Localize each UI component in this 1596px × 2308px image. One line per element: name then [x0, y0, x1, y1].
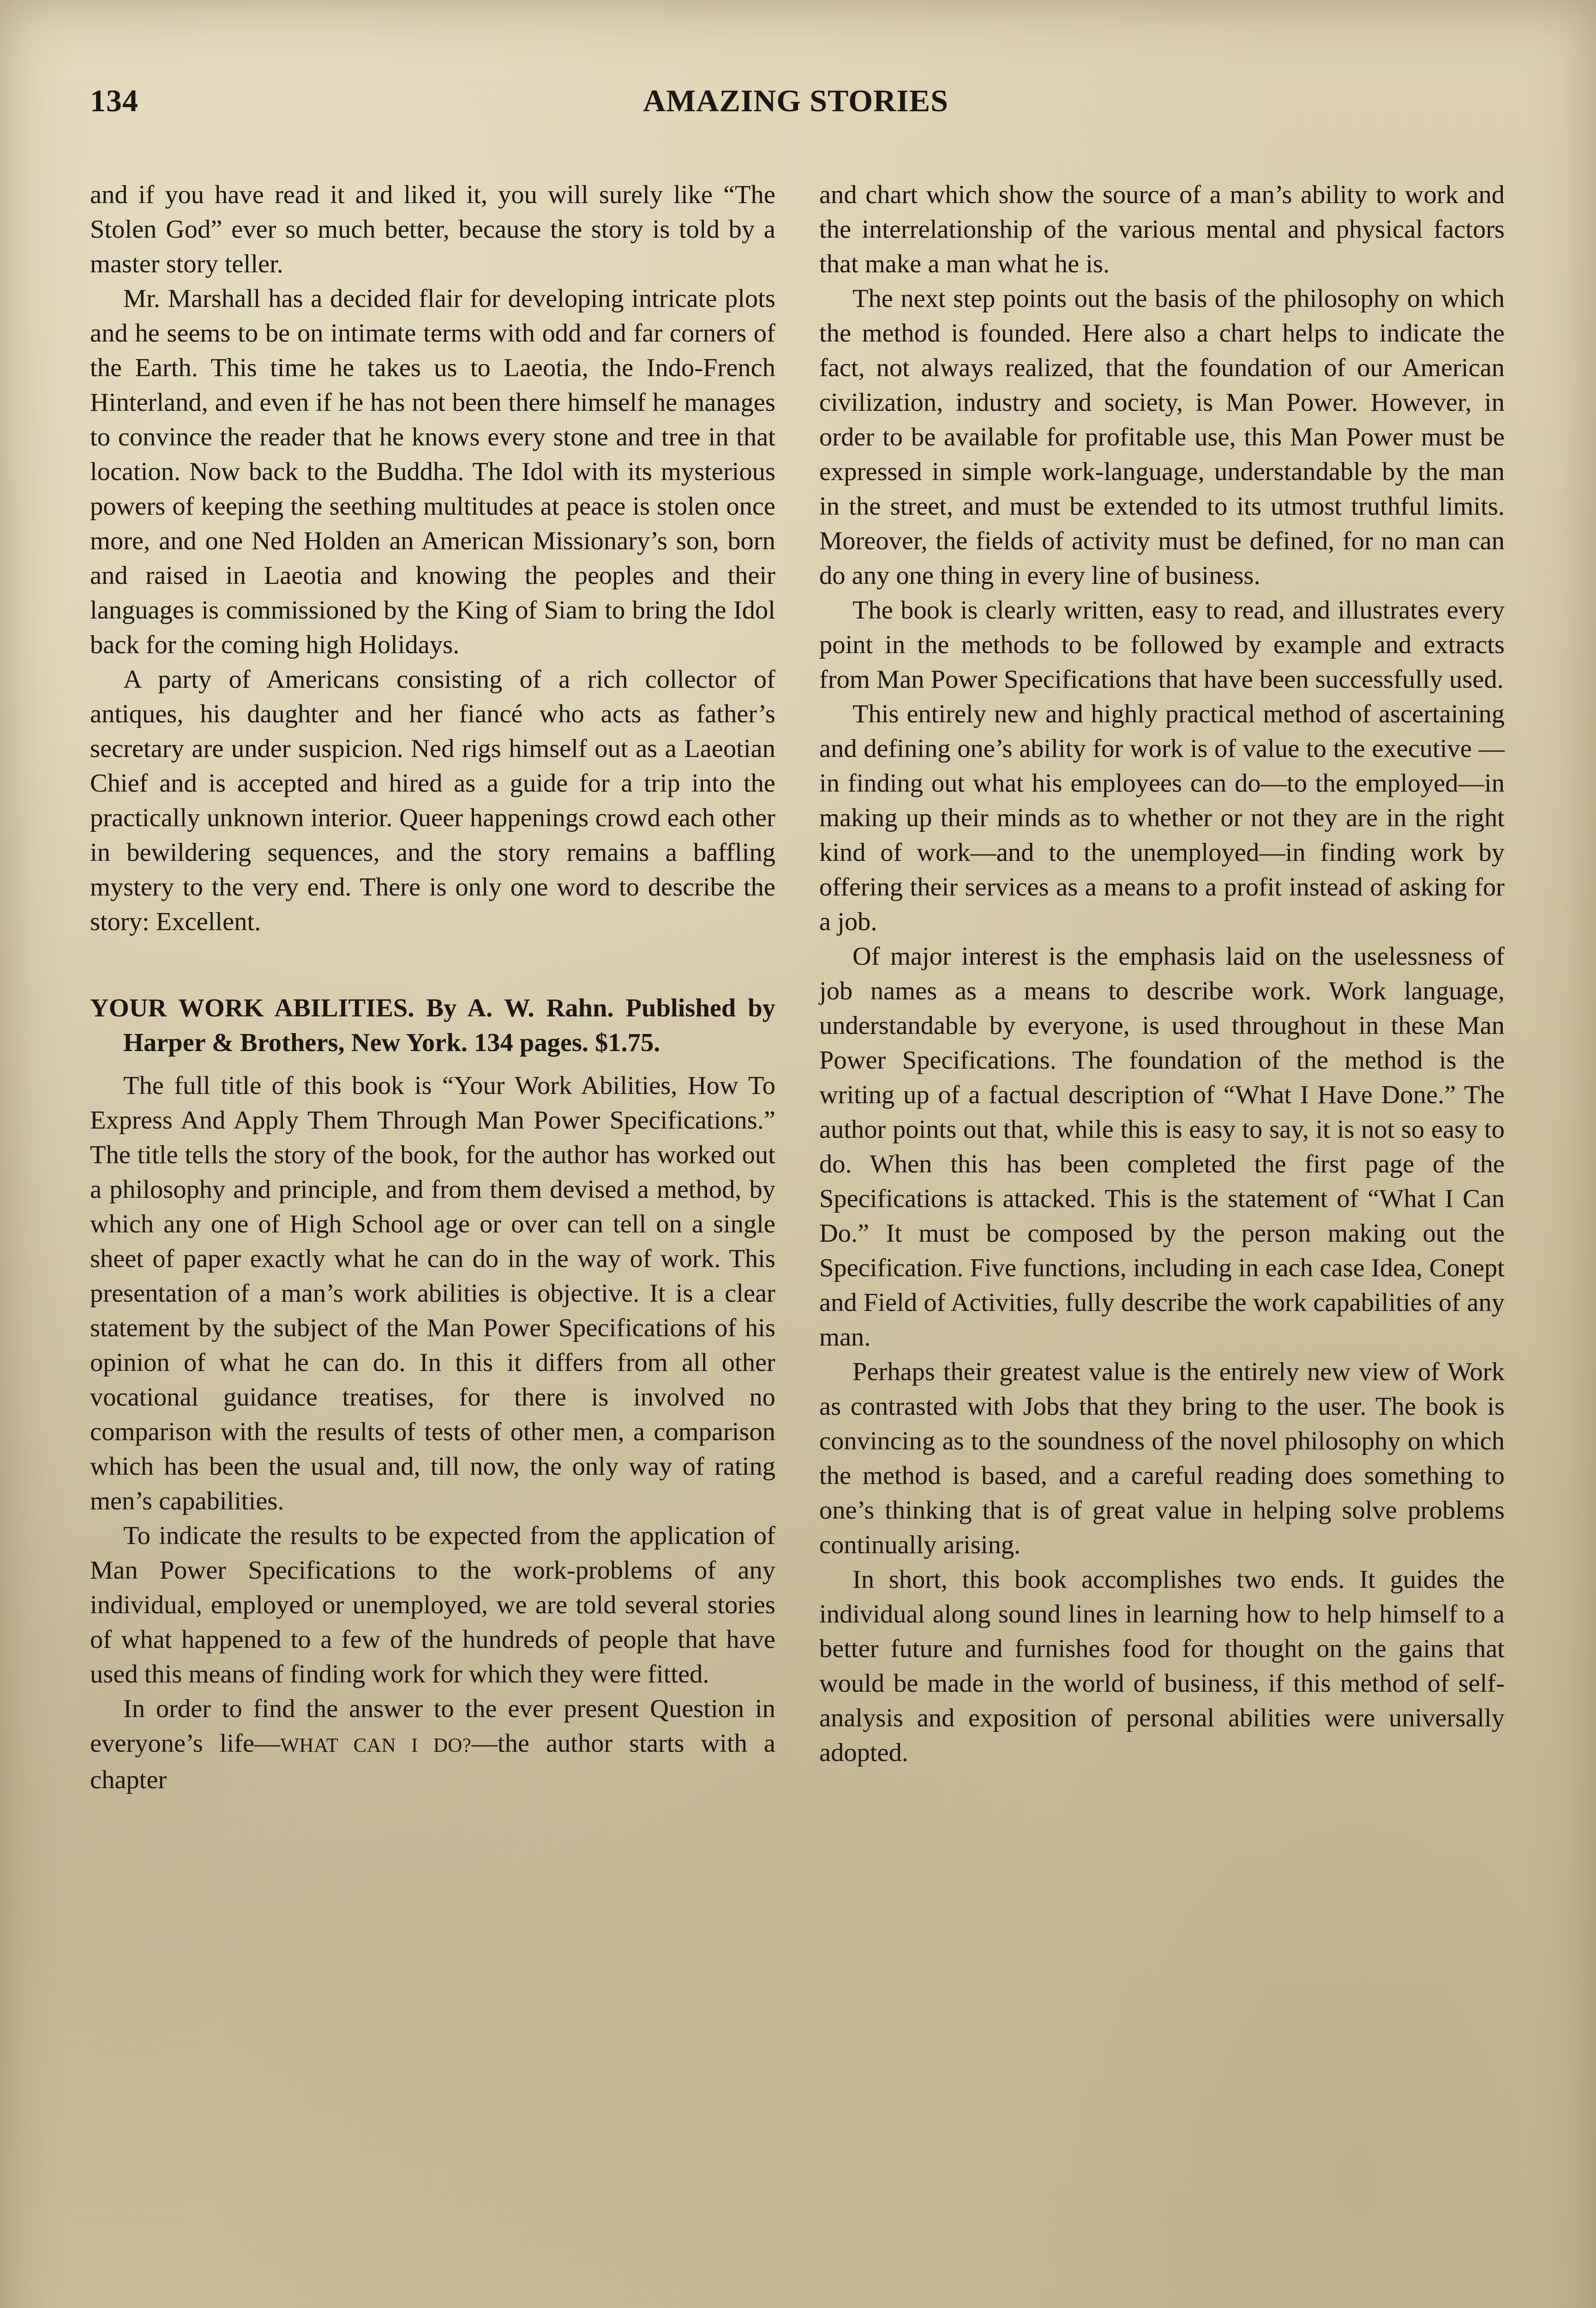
right-column	[819, 178, 1505, 1770]
paragraph: The full title of this book is “Your Work Abilities, How To Express And Apply Them Through Man Power Specifications.” The title tells the story of the book, for the author has worked out a philosophy and principle, and from them devised a method, by which any one of High School age or over can tell on a single sheet of paper exactly what he can do in the way of work. This presentation of a man’s work abilities is objective. It is a clear statement by the subject of the Man Power Specifications of his opinion of what he can do. In this it differs from all other vocational guidance treatises, for there is involved no comparison with the results of tests of other men, a comparison which has been the usual and, till now, the only way of rating men’s capabilities.	[90, 1071, 775, 1515]
paragraph: This entirely new and highly practical method of ascertaining and defining one’s ability for work is of value to the executive —in finding out what his employees can do—to the employed—in making up their minds as to whether or not they are in the right kind of work—and to the unemployed—in finding work by offering their services as a means to a profit instead of asking for a job.	[819, 700, 1505, 936]
magazine-title: AMAZING STORIES	[643, 83, 948, 118]
paragraph: and chart which show the source of a man’s ability to work and the interrelationship of the various mental and physical factors that make a man what he is.	[819, 180, 1505, 278]
paragraph: Perhaps their greatest value is the entirely new view of Work as contrasted with Jobs that they bring to the user. The book is convincing as to the soundness of the novel philosophy on which the method is based, and a careful reading does something to one’s thinking that is of great value in helping solve problems continually arising.	[819, 1358, 1505, 1559]
paragraph	[90, 1692, 775, 1797]
review-heading: YOUR WORK ABILITIES. By A. W. Rahn. Published by Harper & Brothers, New York. 134 pages. $1.75.	[90, 994, 775, 1057]
paragraph: Mr. Marshall has a decided flair for developing intricate plots and he seems to be on intimate terms with odd and far corners of the Earth. This time he takes us to Laeotia, the Indo-French Hinterland, and even if he has not been there himself he manages to convince the reader that he knows every stone and tree in that location. Now back to the Buddha. The Idol with its mysterious powers of keeping the seething multitudes at peace is stolen once more, and one Ned Holden an American Missionary’s son, born and raised in Laeotia and knowing the peoples and their languages is commissioned by the King of Siam to bring the Idol back for the coming high Holidays.	[90, 284, 775, 659]
paragraph: In short, this book accomplishes two ends. It guides the individual along sound lines in learning how to help himself to a better future and furnishes food for thought on the gains that would be made in the world of business, if this method of self-analysis and exposition of personal abilities were universally adopted.	[819, 1565, 1505, 1767]
paragraph-text: —the author starts with a chapter	[90, 1729, 775, 1794]
paragraph: Of major interest is the emphasis laid on the uselessness of job names as a means to describe work. Work language, understandable by everyone, is used throughout in these Man Power Specifications. The foundation of the method is the writing up of a factual description of “What I Have Done.” The author points out that, while this is easy to say, it is not so easy to do. When this has been completed the first page of the Specifications is attacked. This is the statement of “What I Can Do.” It must be composed by the person making out the Specification. Five functions, including in each case Idea, Conept and Field of Activities, fully describe the work capabilities of any man.	[819, 942, 1505, 1352]
paragraph: and if you have read it and liked it, you will surely like “The Stolen God” ever so much better, because the story is told by a master story teller.	[90, 180, 775, 278]
small-caps-question: WHAT CAN I DO?	[280, 1735, 472, 1756]
paragraph: The book is clearly written, easy to read, and illustrates every point in the methods to be followed by example and extracts from Man Power Specifications that have been successfully used.	[819, 596, 1505, 694]
page-number: 134	[90, 83, 138, 118]
running-head	[90, 78, 1501, 124]
paragraph-text: In order to find the answer to the ever present Question in everyone’s life—	[90, 1695, 775, 1758]
left-column	[90, 178, 775, 1797]
paragraph: A party of Americans consisting of a rich collector of antiques, his daughter and her fiancé who acts as father’s secretary are under suspicion. Ned rigs himself out as a Laeotian Chief and is accepted and hired as a guide for a trip into the practically unknown interior. Queer happenings crowd each other in bewildering sequences, and the story remains a baffling mystery to the very end. There is only one word to describe the story: Excellent.	[90, 665, 775, 936]
paragraph: The next step points out the basis of the philosophy on which the method is founded. Here also a chart helps to indicate the fact, not always realized, that the foundation of our American civilization, industry and society, is Man Power. However, in order to be available for profitable use, this Man Power must be expressed in simple work-language, understandable by the man in the street, and must be extended to its utmost truthful limits. Moreover, the fields of activity must be defined, for no man can do any one thing in every line of business.	[819, 284, 1505, 590]
paragraph: To indicate the results to be expected from the application of Man Power Specifications to the work-problems of any individual, employed or unemployed, we are told several stories of what happened to a few of the hundreds of people that have used this means of finding work for which they were fitted.	[90, 1521, 775, 1689]
